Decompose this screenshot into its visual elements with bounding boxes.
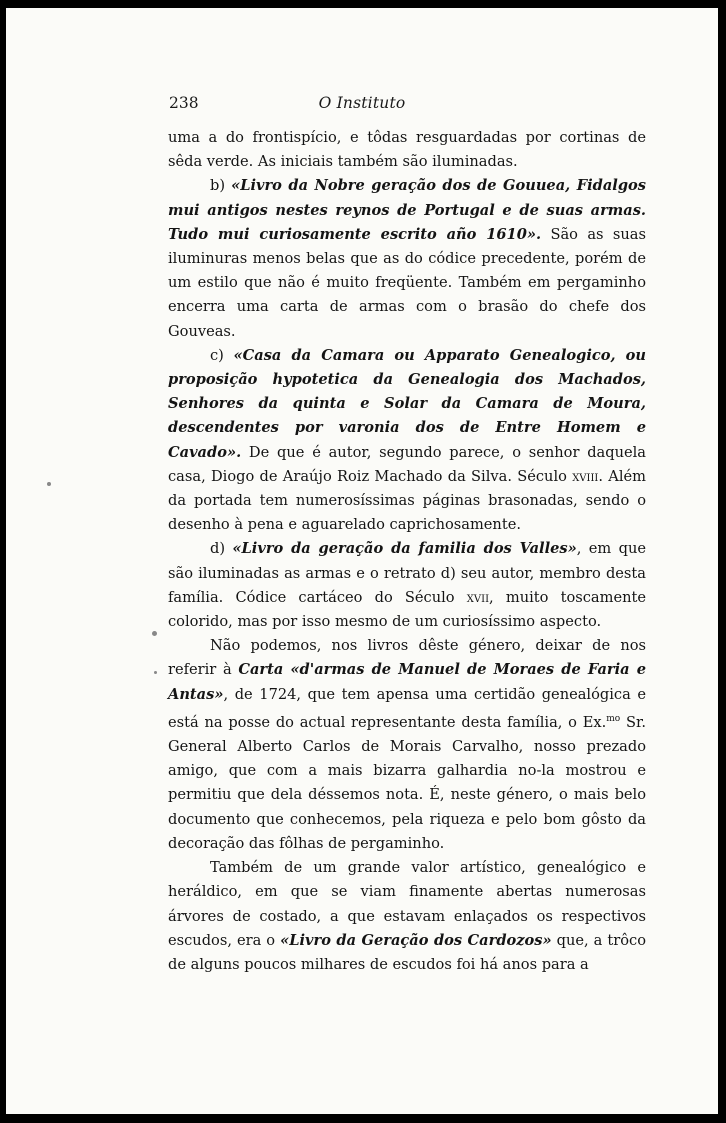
item-text-d-2: , muito toscamente colorido, mas por isso mesmo de um curiosíssimo aspecto. [168, 588, 646, 631]
p6-text-3: Sr. General Alberto Carlos de Morais Carvalho, nosso prezado amigo, que com a mais bizarra galhardia no-la mostrou e permitiu que dela déssemos nota. É, neste género, o mais belo documento que conhecemos, pela riqueza e pelo bom gôsto da decoração das fôlhas de pergaminho. [168, 713, 646, 852]
p6-superscript: mo [606, 713, 621, 724]
item-text-d-1: , em que são iluminadas as armas e o retrato d) seu autor, membro desta família. Códice cartáceo do Século [168, 540, 646, 606]
paragraph-7 [168, 856, 646, 977]
century-c: xviii [572, 467, 599, 485]
item-marker-c: c) [210, 346, 234, 364]
p7-text-2: que, a trôco de alguns poucos milhares de escudos foi há anos para a [168, 931, 646, 973]
century-d: xvii [466, 588, 490, 606]
item-text-b: São as suas iluminuras menos belas que as do códice precedente, porém de um estilo que não é muito freqüente. Também em pergaminho encerra uma carta de armas com o brasão do chefe dos Gouveas. [168, 225, 646, 340]
running-header [6, 94, 718, 120]
page-number: 238 [169, 94, 199, 112]
paragraph-1: uma a do frontispício, e tôdas resguardadas por cortinas de sêda verde. As iniciais também são iluminadas. [168, 129, 646, 171]
paper-speck [152, 631, 157, 636]
p6-title: Carta «d'armas de Manuel de Moraes de Faria e Antas» [168, 661, 647, 703]
item-marker-d: d) [210, 540, 233, 558]
paragraph-item-c [168, 344, 646, 538]
item-marker-b: b) [210, 177, 232, 195]
item-title-d: «Livro da geração da familia dos Valles» [232, 540, 577, 558]
running-title: O Instituto [318, 94, 406, 112]
p7-text-1: Também de um grande valor artístico, genealógico e heráldico, em que se viam finamente abertas numerosas árvores de costado, a que estavam enlaçados os respectivos escudos, era o [168, 859, 646, 949]
p6-text-1: Não podemos, nos livros dêste género, deixar de nos referir à [168, 637, 646, 679]
item-text-c-1: De que é autor, segundo parece, o senhor daquela casa, Diogo de Araújo Roiz Machado da Silva. Século [168, 443, 646, 485]
item-title-c: «Casa da Camara ou Apparato Genealogico, ou proposição hypotetica da Genealogia dos Machados, Senhores da quinta e Solar da Camara de Moura, descendentes por varonia dos de Entre Homem e Cavado». [168, 346, 646, 461]
page-sheet [6, 8, 718, 1114]
paragraph-item-b [168, 174, 646, 343]
body-text [168, 126, 646, 977]
p6-text-2: , de 1724, que tem apensa uma certidão genealógica e está na posse do actual representante desta família, o Ex. [168, 685, 646, 731]
paragraph-6 [168, 634, 646, 856]
item-text-c-2: . Além da portada tem numerosíssimas páginas brasonadas, sendo o desenho à pena e aguarelado caprichosamente. [168, 467, 646, 534]
paper-speck [47, 482, 51, 486]
paper-speck [154, 671, 157, 674]
paragraph-item-d [168, 537, 646, 634]
p7-title: «Livro da Geração dos Cardozos» [280, 931, 552, 949]
item-title-b: «Livro da Nobre geração dos de Gouuea, Fidalgos mui antigos nestes reynos de Portugal e de suas armas. Tudo mui curiosamente escrito año 1610». [168, 177, 646, 243]
